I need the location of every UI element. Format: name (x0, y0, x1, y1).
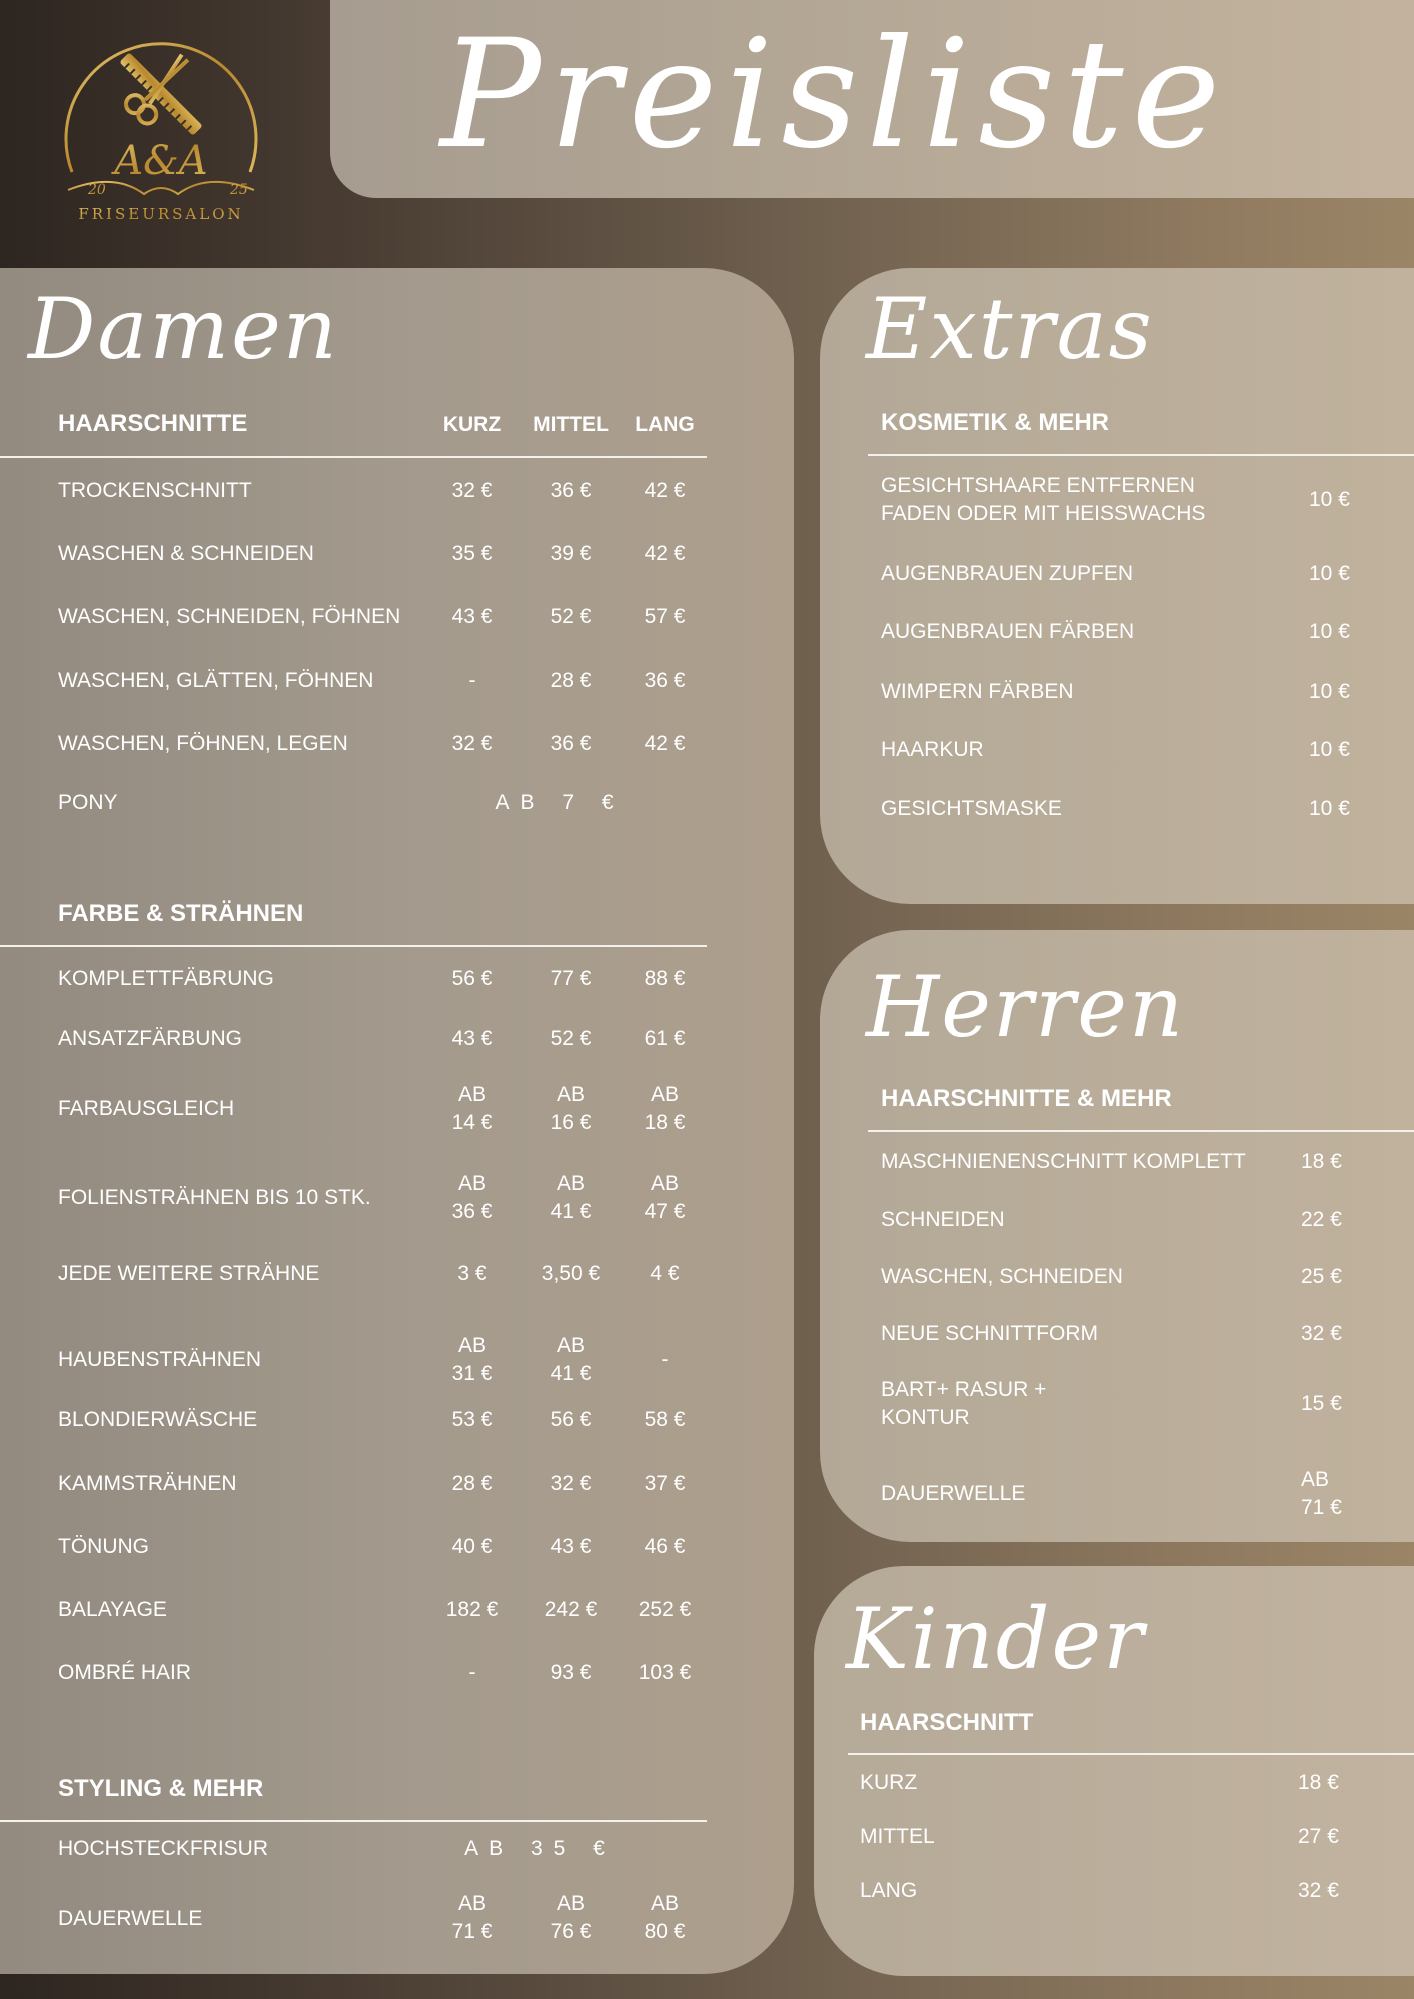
extras-label: AUGENBRAUEN ZUPFEN (881, 562, 1134, 585)
price-lang: 58 € (644, 1408, 686, 1431)
price-kurz: 32 € (451, 732, 493, 755)
price-mittel: 242 € (544, 1598, 598, 1621)
price-mittel: 32 € (550, 1472, 592, 1495)
service-label: ANSATZFÄRBUNG (58, 1027, 242, 1050)
damen-title: Damen (28, 280, 339, 378)
price-kurz: 56 € (451, 967, 493, 990)
price-mittel: AB 16 € (550, 1083, 592, 1134)
price-kurz: 40 € (451, 1535, 493, 1558)
divider (868, 454, 1414, 456)
price-kurz: 28 € (451, 1472, 493, 1495)
herren-title: Herren (866, 958, 1186, 1056)
divider (0, 1820, 707, 1822)
svg-text:25: 25 (230, 182, 248, 198)
herren-price: 32 € (1301, 1322, 1342, 1345)
price-mittel: 28 € (550, 669, 592, 692)
price-kurz: 43 € (451, 1027, 493, 1050)
herren-price: 22 € (1301, 1208, 1342, 1231)
col-kurz: KURZ (442, 413, 502, 436)
svg-text:FRISEURSALON: FRISEURSALON (78, 205, 244, 223)
herren-label: NEUE SCHNITTFORM (881, 1322, 1098, 1345)
price-mittel: 52 € (550, 1027, 592, 1050)
dauerwelle-label: DAUERWELLE (58, 1907, 203, 1930)
service-label: KOMPLETTFÄBRUNG (58, 967, 274, 990)
herren-price: AB 71 € (1301, 1468, 1342, 1519)
price-lang: 57 € (644, 605, 686, 628)
extras-price: 10 € (1309, 738, 1350, 761)
extras-title: Extras (866, 280, 1154, 378)
price-lang: 252 € (638, 1598, 692, 1621)
svg-text:20: 20 (88, 182, 106, 198)
extras-price: 10 € (1309, 797, 1350, 820)
price-lang: 36 € (644, 669, 686, 692)
pony-price: AB 7 € (495, 791, 625, 814)
col-mittel: MITTEL (533, 413, 609, 436)
price-kurz: AB 31 € (451, 1334, 493, 1385)
hochsteck-price: AB 35 € (464, 1837, 616, 1860)
col-lang: LANG (635, 413, 695, 436)
kinder-price: 27 € (1298, 1825, 1339, 1848)
divider (848, 1753, 1414, 1755)
extras-label: HAARKUR (881, 738, 984, 761)
kosmetik-heading: KOSMETIK & MEHR (881, 409, 1109, 436)
price-lang: 61 € (644, 1027, 686, 1050)
page-title: Preisliste (440, 8, 1229, 182)
price-mittel: 43 € (550, 1535, 592, 1558)
farbe-heading: FARBE & STRÄHNEN (58, 900, 304, 927)
dauerwelle-mittel: AB 76 € (550, 1892, 592, 1943)
price-mittel: 93 € (550, 1661, 592, 1684)
price-mittel: 3,50 € (541, 1262, 601, 1285)
styling-heading: STYLING & MEHR (58, 1775, 264, 1802)
price-mittel: AB 41 € (550, 1334, 592, 1385)
price-kurz: - (468, 1661, 476, 1684)
service-label: FOLIENSTRÄHNEN BIS 10 STK. (58, 1186, 371, 1209)
kinder-label: MITTEL (860, 1825, 935, 1848)
kinder-price: 32 € (1298, 1879, 1339, 1902)
extras-price: 10 € (1309, 620, 1350, 643)
price-mittel: 39 € (550, 542, 592, 565)
price-mittel: 36 € (550, 479, 592, 502)
price-kurz: 53 € (451, 1408, 493, 1431)
price-lang: 37 € (644, 1472, 686, 1495)
herren-price: 25 € (1301, 1265, 1342, 1288)
price-lang: 103 € (638, 1661, 692, 1684)
svg-text:A&A: A&A (114, 138, 208, 184)
haarschnitte-heading: HAARSCHNITTE (58, 410, 248, 437)
herren-label: BART+ RASUR + KONTUR (881, 1378, 1047, 1429)
service-label: WASCHEN, SCHNEIDEN, FÖHNEN (58, 605, 401, 628)
herren-label: MASCHNIENENSCHNITT KOMPLETT (881, 1150, 1246, 1173)
price-lang: AB 18 € (644, 1083, 686, 1134)
herren-heading: HAARSCHNITTE & MEHR (881, 1085, 1172, 1112)
salon-logo (54, 22, 268, 232)
herren-price: 18 € (1301, 1150, 1342, 1173)
service-label: FARBAUSGLEICH (58, 1097, 235, 1120)
extras-label: WIMPERN FÄRBEN (881, 680, 1074, 703)
price-lang: 46 € (644, 1535, 686, 1558)
service-label: BALAYAGE (58, 1598, 167, 1621)
service-label: WASCHEN & SCHNEIDEN (58, 542, 314, 565)
service-label: HAUBENSTRÄHNEN (58, 1348, 262, 1371)
extras-label: GESICHTSMASKE (881, 797, 1062, 820)
kinder-label: KURZ (860, 1771, 918, 1794)
service-label: JEDE WEITERE STRÄHNE (58, 1262, 320, 1285)
hochsteck-label: HOCHSTECKFRISUR (58, 1837, 269, 1860)
price-kurz: AB 14 € (451, 1083, 493, 1134)
price-mittel: 36 € (550, 732, 592, 755)
price-lang: 42 € (644, 732, 686, 755)
price-mittel: 56 € (550, 1408, 592, 1431)
divider (868, 1130, 1414, 1132)
dauerwelle-kurz: AB 71 € (451, 1892, 493, 1943)
price-kurz: - (468, 669, 476, 692)
logo-emblem-icon (54, 22, 268, 232)
pony-label: PONY (58, 791, 118, 814)
herren-label: WASCHEN, SCHNEIDEN (881, 1265, 1123, 1288)
price-lang: 42 € (644, 542, 686, 565)
price-lang: 4 € (650, 1262, 680, 1285)
dauerwelle-lang: AB 80 € (644, 1892, 686, 1943)
extras-price: 10 € (1309, 488, 1350, 511)
price-lang: 42 € (644, 479, 686, 502)
kinder-price: 18 € (1298, 1771, 1339, 1794)
service-label: WASCHEN, GLÄTTEN, FÖHNEN (58, 669, 374, 692)
price-kurz: 35 € (451, 542, 493, 565)
kinder-title: Kinder (846, 1590, 1146, 1688)
price-lang: 88 € (644, 967, 686, 990)
extras-label: AUGENBRAUEN FÄRBEN (881, 620, 1135, 643)
price-mittel: 52 € (550, 605, 592, 628)
price-kurz: 3 € (457, 1262, 487, 1285)
service-label: TÖNUNG (58, 1535, 149, 1558)
herren-label: SCHNEIDEN (881, 1208, 1005, 1231)
extras-label: GESICHTSHAARE ENTFERNEN FADEN ODER MIT HEISSWACHS (881, 474, 1206, 525)
price-mittel: AB 41 € (550, 1172, 592, 1223)
service-label: BLONDIERWÄSCHE (58, 1408, 258, 1431)
extras-price: 10 € (1309, 680, 1350, 703)
kinder-heading: HAARSCHNITT (860, 1709, 1034, 1736)
extras-price: 10 € (1309, 562, 1350, 585)
kinder-label: LANG (860, 1879, 918, 1902)
divider (0, 456, 707, 458)
service-label: TROCKENSCHNITT (58, 479, 252, 502)
herren-label: DAUERWELLE (881, 1482, 1026, 1505)
price-lang: - (661, 1348, 669, 1371)
price-kurz: AB 36 € (451, 1172, 493, 1223)
service-label: KAMMSTRÄHNEN (58, 1472, 237, 1495)
price-kurz: 43 € (451, 605, 493, 628)
price-lang: AB 47 € (644, 1172, 686, 1223)
price-mittel: 77 € (550, 967, 592, 990)
divider (0, 945, 707, 947)
price-kurz: 182 € (445, 1598, 499, 1621)
service-label: WASCHEN, FÖHNEN, LEGEN (58, 732, 348, 755)
service-label: OMBRÉ HAIR (58, 1661, 192, 1684)
price-kurz: 32 € (451, 479, 493, 502)
herren-price: 15 € (1301, 1392, 1342, 1415)
